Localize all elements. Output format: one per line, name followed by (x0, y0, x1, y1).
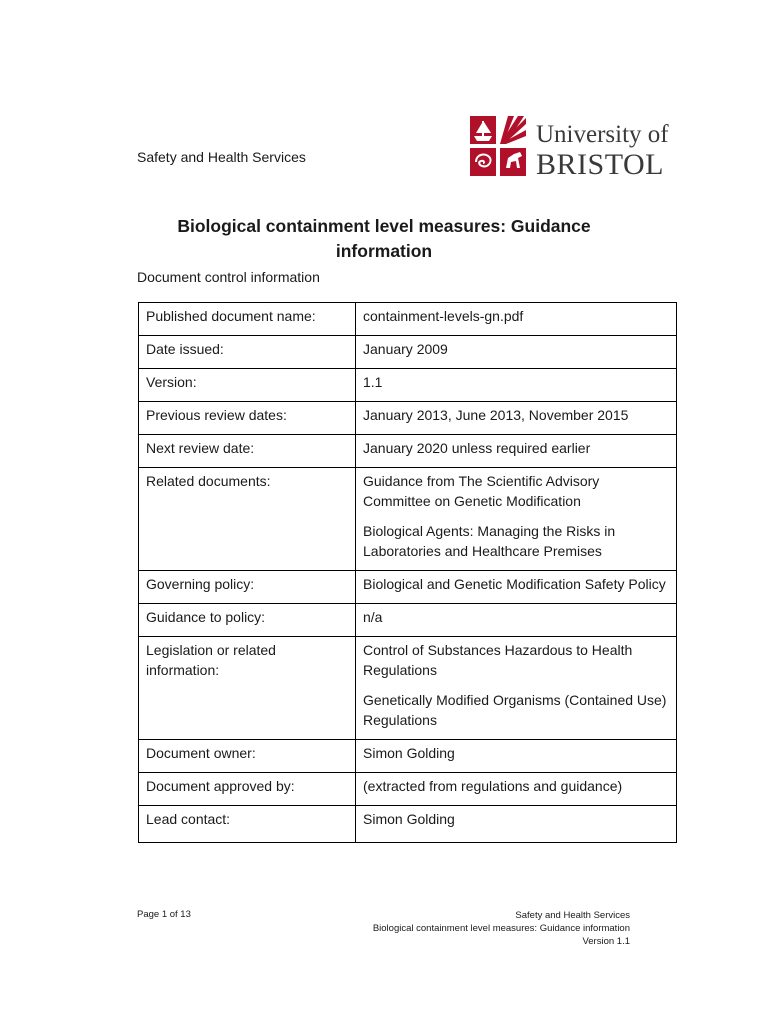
table-row (139, 740, 677, 773)
field-label: Document approved by: (139, 773, 356, 806)
department-name: Safety and Health Services (137, 149, 306, 165)
field-label: Version: (139, 369, 356, 402)
footer-info (373, 909, 630, 948)
field-value-paragraph: Control of Substances Hazardous to Health Regulations (363, 642, 633, 678)
field-value-paragraph: Biological and Genetic Modification Safety Policy (363, 576, 666, 592)
field-label: Legislation or related information: (139, 637, 356, 740)
field-value (356, 806, 677, 843)
field-value (356, 637, 677, 740)
document-control-table (138, 302, 677, 843)
field-value (356, 773, 677, 806)
field-label: Document owner: (139, 740, 356, 773)
logo-line-university: University of (536, 121, 669, 148)
table-row (139, 369, 677, 402)
table-row (139, 806, 677, 843)
table-row (139, 604, 677, 637)
field-value-paragraph: Genetically Modified Organisms (Contained Use) Regulations (363, 692, 667, 728)
field-value-paragraph: 1.1 (363, 374, 383, 390)
field-value (356, 604, 677, 637)
field-value-paragraph: Guidance from The Scientific Advisory Committee on Genetic Modification (363, 473, 600, 509)
field-label: Related documents: (139, 468, 356, 571)
field-value-paragraph: (extracted from regulations and guidance) (363, 778, 623, 794)
field-value (356, 468, 677, 571)
table-row (139, 571, 677, 604)
field-label: Guidance to policy: (139, 604, 356, 637)
table-row (139, 468, 677, 571)
footer-line: Biological containment level measures: Guidance information (372, 923, 630, 934)
table-row (139, 637, 677, 740)
field-label: Previous review dates: (139, 402, 356, 435)
field-label: Published document name: (139, 303, 356, 336)
field-value (356, 571, 677, 604)
field-value (356, 740, 677, 773)
field-label: Lead contact: (139, 806, 356, 843)
field-value-paragraph: January 2009 (363, 341, 448, 357)
table-row (139, 402, 677, 435)
table-row (139, 435, 677, 468)
field-value-paragraph: Simon Golding (363, 811, 455, 827)
field-value (356, 402, 677, 435)
table-row (139, 773, 677, 806)
field-value-paragraph: Biological Agents: Managing the Risks in Laboratories and Healthcare Premises (363, 523, 616, 559)
field-label: Next review date: (139, 435, 356, 468)
field-value (356, 369, 677, 402)
university-crest-icon (470, 116, 526, 178)
field-value-paragraph: containment-levels-gn.pdf (363, 308, 524, 324)
university-logo (470, 116, 672, 182)
field-value-paragraph: n/a (363, 609, 383, 625)
table-row (139, 336, 677, 369)
footer-page-number: Page 1 of 13 (137, 909, 191, 920)
document-subtitle: Document control information (137, 269, 320, 285)
field-value (356, 336, 677, 369)
footer-line: Version 1.1 (582, 936, 630, 947)
field-value-paragraph: January 2013, June 2013, November 2015 (363, 407, 629, 423)
field-value (356, 303, 677, 336)
field-label: Date issued: (139, 336, 356, 369)
field-value (356, 435, 677, 468)
logo-line-bristol: BRISTOL (536, 148, 664, 181)
field-value-paragraph: Simon Golding (363, 745, 455, 761)
field-label: Governing policy: (139, 571, 356, 604)
table-row (139, 303, 677, 336)
document-title: Biological containment level measures: Guidance information (177, 216, 591, 261)
footer-line: Safety and Health Services (515, 910, 630, 921)
field-value-paragraph: January 2020 unless required earlier (363, 440, 591, 456)
